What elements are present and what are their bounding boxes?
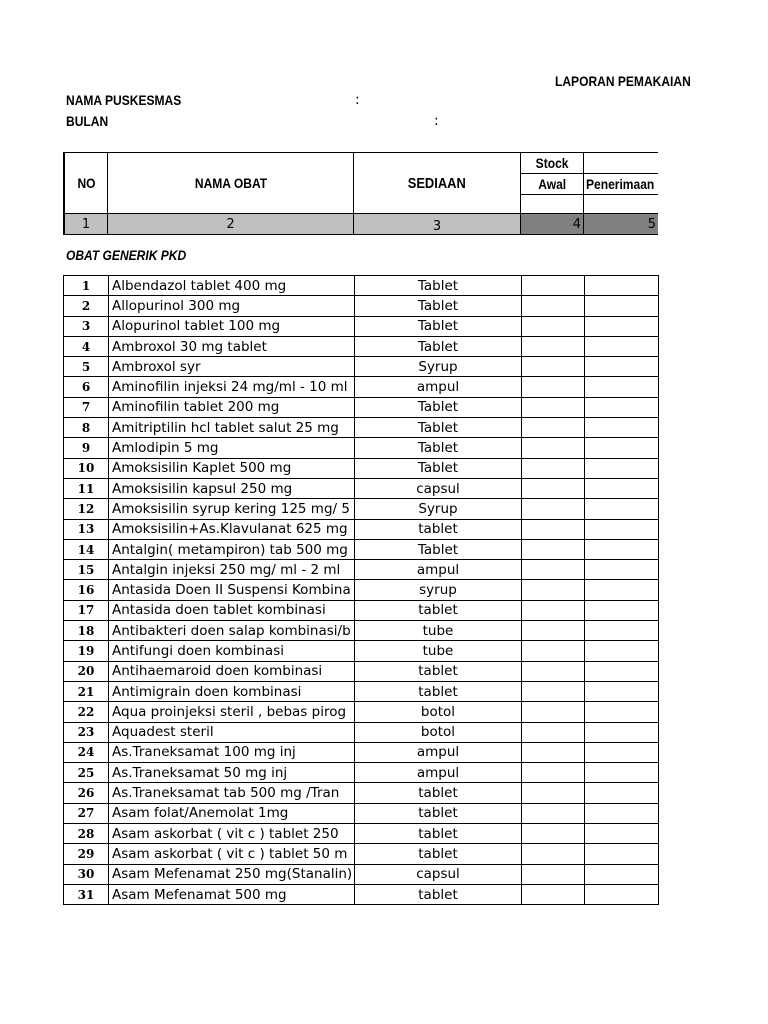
col-number-4: 4: [572, 216, 581, 232]
sediaan-cell: ampul: [355, 377, 522, 397]
stock-awal-cell[interactable]: [522, 824, 585, 844]
puskesmas-colon: :: [355, 92, 360, 108]
col-number-3: 3: [432, 218, 442, 234]
penerimaan-cell[interactable]: [585, 742, 659, 762]
table-row: [64, 580, 659, 600]
sediaan-cell: tablet: [355, 824, 522, 844]
medicine-name: Amoksisilin kapsul 250 mg: [109, 478, 355, 498]
medicine-name: Aminofilin injeksi 24 mg/ml - 10 ml: [109, 377, 355, 397]
penerimaan-cell[interactable]: [585, 499, 659, 519]
table-row: [64, 377, 659, 397]
stock-awal-cell[interactable]: [522, 600, 585, 620]
puskesmas-label: NAMA PUSKESMAS: [66, 92, 182, 108]
medicine-name: Asam askorbat ( vit c ) tablet 250: [109, 824, 355, 844]
col-number-5: 5: [647, 216, 656, 232]
stock-awal-cell[interactable]: [522, 397, 585, 417]
penerimaan-cell[interactable]: [585, 539, 659, 559]
stock-awal-cell[interactable]: [522, 722, 585, 742]
table-row: [64, 418, 659, 438]
table-row: [64, 722, 659, 742]
bulan-label: BULAN: [66, 113, 109, 129]
table-row: [64, 783, 659, 803]
row-number: 12: [64, 499, 109, 519]
row-number: 21: [64, 681, 109, 701]
penerimaan-cell[interactable]: [585, 763, 659, 783]
stock-awal-cell[interactable]: [522, 621, 585, 641]
header-stock: Stock: [535, 155, 569, 171]
row-number: 20: [64, 661, 109, 681]
row-number: 26: [64, 783, 109, 803]
penerimaan-cell[interactable]: [585, 824, 659, 844]
sediaan-cell: Tablet: [355, 316, 522, 336]
row-number: 6: [64, 377, 109, 397]
stock-awal-cell[interactable]: [522, 499, 585, 519]
row-number: 14: [64, 539, 109, 559]
medicine-name: Amoksisilin+As.Klavulanat 625 mg: [109, 519, 355, 539]
medicine-name: Asam folat/Anemolat 1mg: [109, 803, 355, 823]
stock-awal-cell[interactable]: [522, 478, 585, 498]
medicine-name: Amoksisilin syrup kering 125 mg/ 5: [109, 499, 355, 519]
penerimaan-cell[interactable]: [585, 316, 659, 336]
table-row: [64, 336, 659, 356]
table-row: [64, 397, 659, 417]
row-number: 7: [64, 397, 109, 417]
header-awal: Awal: [538, 176, 566, 192]
sediaan-cell: Tablet: [355, 397, 522, 417]
table-row: [64, 824, 659, 844]
stock-awal-cell[interactable]: [522, 884, 585, 904]
row-number: 4: [64, 336, 109, 356]
stock-awal-cell[interactable]: [522, 580, 585, 600]
medicine-name: As.Traneksamat tab 500 mg /Tran: [109, 783, 355, 803]
table-row: [64, 296, 659, 316]
penerimaan-cell[interactable]: [585, 478, 659, 498]
report-title: LAPORAN PEMAKAIAN: [555, 73, 691, 89]
medicine-name: Antasida doen tablet kombinasi: [109, 600, 355, 620]
stock-awal-cell[interactable]: [522, 357, 585, 377]
medicine-name: Antihaemaroid doen kombinasi: [109, 661, 355, 681]
row-number: 8: [64, 418, 109, 438]
table-row: [64, 702, 659, 722]
sediaan-cell: tablet: [355, 661, 522, 681]
row-number: 1: [64, 276, 109, 296]
medicine-name: Ambroxol 30 mg tablet: [109, 336, 355, 356]
stock-awal-cell[interactable]: [522, 864, 585, 884]
sediaan-cell: Tablet: [355, 458, 522, 478]
penerimaan-cell[interactable]: [585, 458, 659, 478]
medicine-name: Asam Mefenamat 500 mg: [109, 884, 355, 904]
table-row: [64, 478, 659, 498]
row-number: 24: [64, 742, 109, 762]
table-row: [64, 621, 659, 641]
medicine-name: Antalgin injeksi 250 mg/ ml - 2 ml: [109, 560, 355, 580]
medicine-name: Aquadest steril: [109, 722, 355, 742]
stock-awal-cell[interactable]: [522, 681, 585, 701]
row-number: 23: [64, 722, 109, 742]
medicine-name: Alopurinol tablet 100 mg: [109, 316, 355, 336]
sediaan-cell: botol: [355, 702, 522, 722]
medicine-name: Antasida Doen II Suspensi Kombina: [109, 580, 355, 600]
stock-awal-cell[interactable]: [522, 336, 585, 356]
penerimaan-cell[interactable]: [585, 621, 659, 641]
section-title: OBAT GENERIK PKD: [66, 247, 187, 263]
header-sediaan: SEDIAAN: [407, 174, 467, 192]
penerimaan-cell[interactable]: [585, 681, 659, 701]
medicine-name: As.Traneksamat 100 mg inj: [109, 742, 355, 762]
row-number: 2: [64, 296, 109, 316]
sediaan-cell: Tablet: [355, 336, 522, 356]
table-row: [64, 884, 659, 904]
penerimaan-cell[interactable]: [585, 580, 659, 600]
medicine-table: [63, 275, 659, 905]
penerimaan-cell[interactable]: [585, 702, 659, 722]
medicine-name: Asam Mefenamat 250 mg(Stanalin): [109, 864, 355, 884]
medicine-name: Antibakteri doen salap kombinasi/b: [109, 621, 355, 641]
medicine-name: Aqua proinjeksi steril , bebas pirog: [109, 702, 355, 722]
bulan-colon: :: [434, 113, 439, 129]
sediaan-cell: capsul: [355, 478, 522, 498]
medicine-name: Amoksisilin Kaplet 500 mg: [109, 458, 355, 478]
medicine-name: Antimigrain doen kombinasi: [109, 681, 355, 701]
penerimaan-cell[interactable]: [585, 884, 659, 904]
row-number: 11: [64, 478, 109, 498]
row-number: 27: [64, 803, 109, 823]
row-number: 5: [64, 357, 109, 377]
stock-awal-cell[interactable]: [522, 702, 585, 722]
penerimaan-cell[interactable]: [585, 641, 659, 661]
penerimaan-cell[interactable]: [585, 397, 659, 417]
sediaan-cell: tablet: [355, 884, 522, 904]
stock-awal-cell[interactable]: [522, 377, 585, 397]
stock-awal-cell[interactable]: [522, 316, 585, 336]
penerimaan-cell[interactable]: [585, 519, 659, 539]
penerimaan-cell[interactable]: [585, 336, 659, 356]
sediaan-cell: Tablet: [355, 296, 522, 316]
sediaan-cell: Tablet: [355, 276, 522, 296]
penerimaan-cell[interactable]: [585, 560, 659, 580]
penerimaan-cell[interactable]: [585, 722, 659, 742]
stock-awal-cell[interactable]: [522, 296, 585, 316]
table-row: [64, 316, 659, 336]
stock-awal-cell[interactable]: [522, 844, 585, 864]
penerimaan-cell[interactable]: [585, 296, 659, 316]
sediaan-cell: tablet: [355, 681, 522, 701]
header-no: NO: [76, 175, 96, 191]
row-number: 19: [64, 641, 109, 661]
stock-awal-cell[interactable]: [522, 519, 585, 539]
row-number: 10: [64, 458, 109, 478]
row-number: 29: [64, 844, 109, 864]
table-row: [64, 742, 659, 762]
stock-awal-cell[interactable]: [522, 763, 585, 783]
table-row: [64, 438, 659, 458]
penerimaan-cell[interactable]: [585, 438, 659, 458]
medicine-name: Antifungi doen kombinasi: [109, 641, 355, 661]
sediaan-cell: Tablet: [355, 539, 522, 559]
penerimaan-cell[interactable]: [585, 661, 659, 681]
penerimaan-cell[interactable]: [585, 783, 659, 803]
table-row: [64, 560, 659, 580]
sediaan-cell: ampul: [355, 560, 522, 580]
sediaan-cell: Tablet: [355, 418, 522, 438]
stock-awal-cell[interactable]: [522, 560, 585, 580]
medicine-name: Ambroxol syr: [109, 357, 355, 377]
sediaan-cell: capsul: [355, 864, 522, 884]
row-number: 25: [64, 763, 109, 783]
row-number: 3: [64, 316, 109, 336]
medicine-name: As.Traneksamat 50 mg inj: [109, 763, 355, 783]
table-row: [64, 661, 659, 681]
sediaan-cell: ampul: [355, 763, 522, 783]
penerimaan-cell[interactable]: [585, 276, 659, 296]
penerimaan-cell[interactable]: [585, 803, 659, 823]
sediaan-cell: tube: [355, 621, 522, 641]
table-row: [64, 803, 659, 823]
stock-awal-cell[interactable]: [522, 418, 585, 438]
stock-awal-cell[interactable]: [522, 783, 585, 803]
table-row: [64, 844, 659, 864]
sediaan-cell: tube: [355, 641, 522, 661]
table-row: [64, 864, 659, 884]
sediaan-cell: tablet: [355, 600, 522, 620]
table-row: [64, 276, 659, 296]
col-number-1: 1: [81, 216, 91, 232]
table-row: [64, 458, 659, 478]
sediaan-cell: Syrup: [355, 499, 522, 519]
row-number: 9: [64, 438, 109, 458]
row-number: 28: [64, 824, 109, 844]
column-header: [63, 152, 658, 235]
stock-awal-cell[interactable]: [522, 458, 585, 478]
table-row: [64, 519, 659, 539]
row-number: 13: [64, 519, 109, 539]
stock-awal-cell[interactable]: [522, 742, 585, 762]
row-number: 18: [64, 621, 109, 641]
table-row: [64, 763, 659, 783]
medicine-name: Albendazol tablet 400 mg: [109, 276, 355, 296]
sediaan-cell: botol: [355, 722, 522, 742]
sediaan-cell: syrup: [355, 580, 522, 600]
table-row: [64, 499, 659, 519]
header-nama-obat: NAMA OBAT: [194, 175, 267, 191]
medicine-name: Antalgin( metampiron) tab 500 mg: [109, 539, 355, 559]
stock-awal-cell[interactable]: [522, 276, 585, 296]
stock-awal-cell[interactable]: [522, 803, 585, 823]
medicine-name: Allopurinol 300 mg: [109, 296, 355, 316]
row-number: 31: [64, 884, 109, 904]
row-number: 17: [64, 600, 109, 620]
medicine-name: Amitriptilin hcl tablet salut 25 mg: [109, 418, 355, 438]
stock-awal-cell[interactable]: [522, 641, 585, 661]
sediaan-cell: Syrup: [355, 357, 522, 377]
stock-awal-cell[interactable]: [522, 438, 585, 458]
table-row: [64, 641, 659, 661]
table-row: [64, 681, 659, 701]
stock-awal-cell[interactable]: [522, 539, 585, 559]
penerimaan-cell[interactable]: [585, 357, 659, 377]
medicine-name: Aminofilin tablet 200 mg: [109, 397, 355, 417]
row-number: 15: [64, 560, 109, 580]
sediaan-cell: tablet: [355, 844, 522, 864]
medicine-name: Asam askorbat ( vit c ) tablet 50 m: [109, 844, 355, 864]
table-row: [64, 600, 659, 620]
sediaan-cell: tablet: [355, 519, 522, 539]
stock-awal-cell[interactable]: [522, 661, 585, 681]
col-number-2: 2: [226, 216, 235, 232]
row-number: 30: [64, 864, 109, 884]
row-number: 16: [64, 580, 109, 600]
medicine-name: Amlodipin 5 mg: [109, 438, 355, 458]
penerimaan-cell[interactable]: [585, 844, 659, 864]
table-row: [64, 357, 659, 377]
penerimaan-cell[interactable]: [585, 600, 659, 620]
penerimaan-cell[interactable]: [585, 377, 659, 397]
penerimaan-cell[interactable]: [585, 418, 659, 438]
penerimaan-cell[interactable]: [585, 864, 659, 884]
row-number: 22: [64, 702, 109, 722]
sediaan-cell: tablet: [355, 783, 522, 803]
sediaan-cell: Tablet: [355, 438, 522, 458]
table-row: [64, 539, 659, 559]
sediaan-cell: ampul: [355, 742, 522, 762]
header-penerimaan: Penerimaan: [586, 176, 655, 192]
sediaan-cell: tablet: [355, 803, 522, 823]
